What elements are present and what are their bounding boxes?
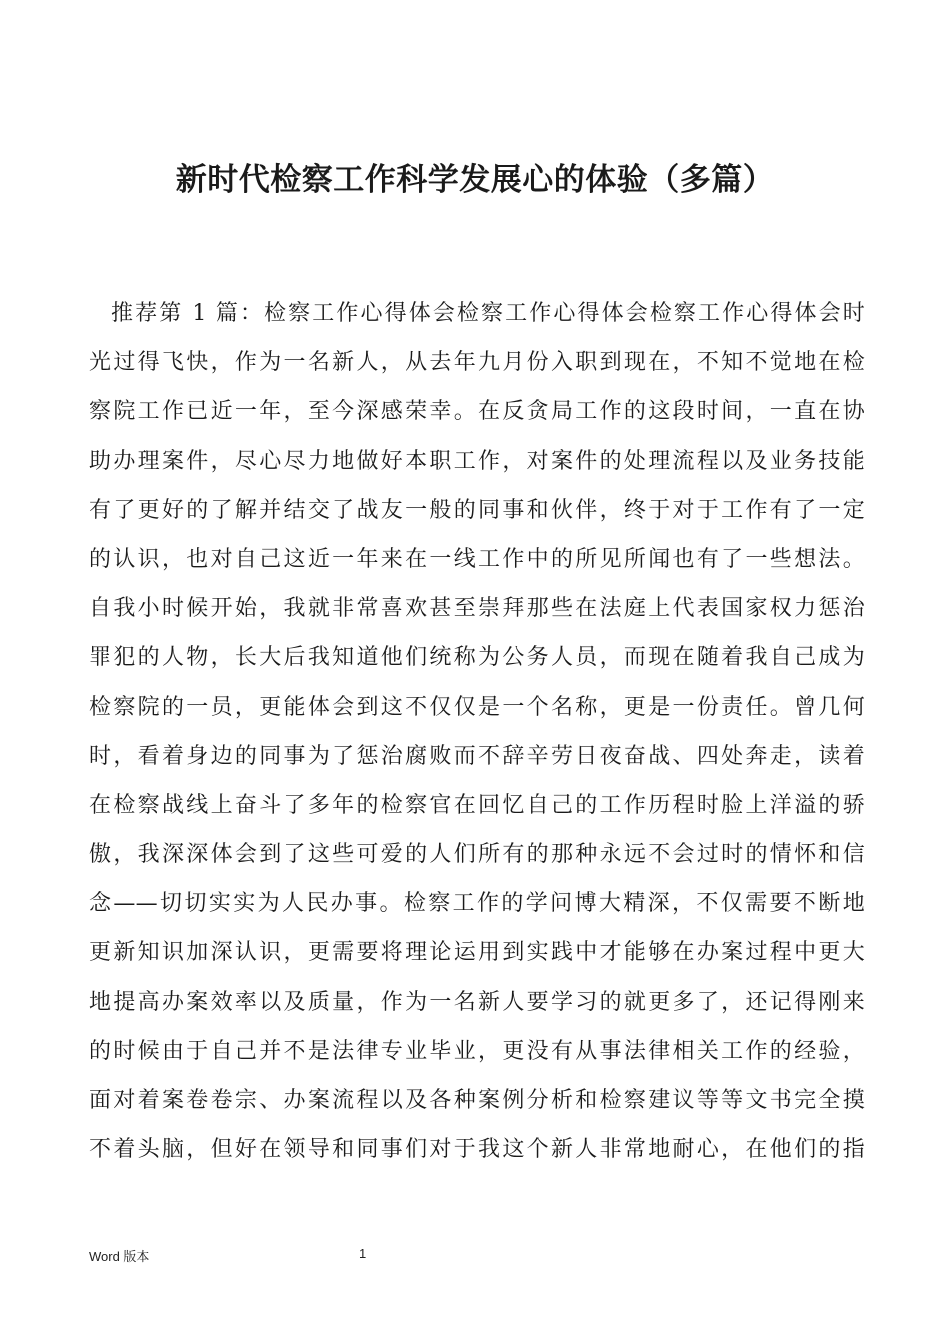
body-line: 傲，我深深体会到了这些可爱的人们所有的那种永远不会过时的情怀和信 [89, 842, 865, 868]
body-line: 时，看着身边的同事为了惩治腐败而不辞辛劳日夜奋战、四处奔走，读着 [89, 743, 865, 769]
body-line: 自我小时候开始，我就非常喜欢甚至崇拜那些在法庭上代表国家权力惩治 [89, 596, 865, 622]
body-line: 检察院的一员，更能体会到这不仅仅是一个名称，更是一份责任。曾几何 [89, 694, 865, 720]
body-line: 地提高办案效率以及质量，作为一名新人要学习的就更多了，还记得刚来 [89, 989, 865, 1015]
body-line: 推荐第 1 篇：检察工作心得体会检察工作心得体会检察工作心得体会时 [111, 301, 865, 326]
body-line: 在检察战线上奋斗了多年的检察官在回忆自己的工作历程时脸上洋溢的骄 [89, 792, 865, 818]
body-line: 察院工作已近一年，至今深感荣幸。在反贪局工作的这段时间，一直在协 [89, 399, 865, 425]
body-line: 罪犯的人物，长大后我知道他们统称为公务人员，而现在随着我自己成为 [89, 645, 865, 671]
body-line: 的时候由于自己并不是法律专业毕业，更没有从事法律相关工作的经验， [89, 1038, 865, 1064]
body-line: 光过得飞快，作为一名新人，从去年九月份入职到现在，不知不觉地在检 [89, 350, 865, 376]
body-line: 更新知识加深认识，更需要将理论运用到实践中才能够在办案过程中更大 [89, 940, 865, 966]
body-line: 不着头脑，但好在领导和同事们对于我这个新人非常地耐心，在他们的指 [89, 1137, 865, 1163]
page-number: 1 [359, 1246, 367, 1261]
body-line: 面对着案卷卷宗、办案流程以及各种案例分析和检察建议等等文书完全摸 [89, 1088, 865, 1113]
body-line: 念——切切实实为人民办事。检察工作的学问博大精深，不仅需要不断地 [89, 891, 865, 917]
footer-label: Word 版本 [89, 1249, 150, 1264]
document-body [89, 289, 865, 1174]
body-line: 助办理案件，尽心尽力地做好本职工作，对案件的处理流程以及业务技能 [89, 448, 865, 474]
body-line: 有了更好的了解并结交了战友一般的同事和伙伴，终于对于工作有了一定 [89, 497, 865, 523]
document-title: 新时代检察工作科学发展心的体验（多篇） [175, 162, 775, 198]
body-line: 的认识，也对自己这近一年来在一线工作中的所见所闻也有了一些想法。 [89, 546, 865, 572]
